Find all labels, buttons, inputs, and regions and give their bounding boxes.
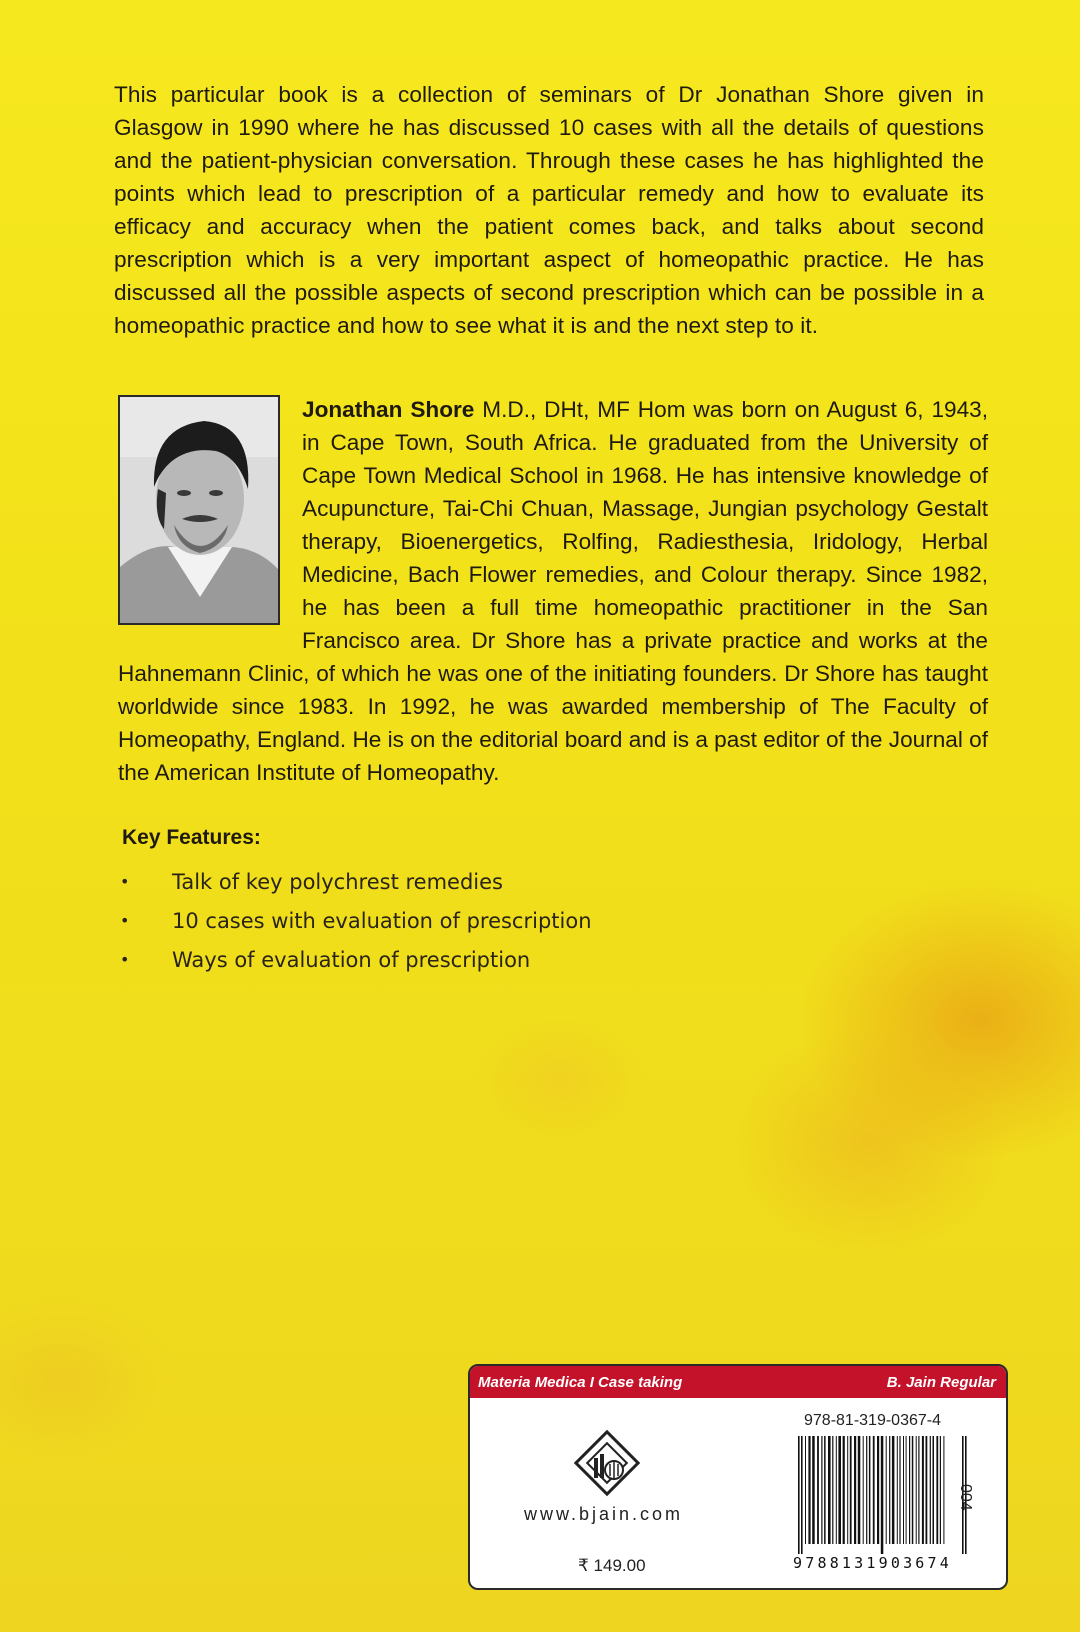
- barcode-addon: 004: [957, 1484, 974, 1511]
- category-bar: [470, 1366, 1006, 1398]
- list-item: [120, 901, 592, 940]
- bullet-icon: •: [120, 872, 130, 891]
- author-bio-text: M.D., DHt, MF Hom was born on August 6, 1943, in Cape Town, South Africa. He graduated from the University of Cape Town Medical School in 1968. He has intensive knowledge of Acupuncture, Tai-Chi Chuan, Massage, Jungian psychology Gestalt therapy, Bioenergetics, Rolfing, Radiesthesia, Iridology, Herbal Medicine, Bach Flower remedies, and Colour therapy. Since 1982, he has been a full time homeopathic practitioner in the San Francisco area. Dr Shore has a private practice and works at the Hahnemann Clinic, of which he was one of the initiating founders. Dr Shore has taught worldwide since 1983. In 1992, he was awarded membership of The Faculty of Homeopathy, England. He is on the editorial board and is a past editor of the Journal of the American Institute of Homeopathy.: [118, 397, 988, 785]
- barcode: [796, 1436, 968, 1554]
- publisher-logo-icon: [572, 1428, 642, 1498]
- key-features-heading: Key Features:: [122, 826, 261, 849]
- isbn: 978-81-319-0367-4: [804, 1412, 941, 1429]
- book-description: This particular book is a collection of seminars of Dr Jonathan Shore given in Glasgow in 1990 where he has discussed 10 cases with all the details of questions and the patient-physician conversation. Through these cases he has highlighted the points which lead to prescription of a particular remedy and how to evaluate its efficacy and accuracy when the patient comes back, and talks about second prescription which is a very important aspect of homeopathic practice. He has discussed all the possible aspects of second prescription which can be possible in a homeopathic practice and how to see what it is and the next step to it.: [114, 82, 984, 338]
- barcode-panel: [468, 1364, 1008, 1590]
- author-photo: [118, 395, 280, 625]
- series-label: B. Jain Regular: [886, 1373, 996, 1391]
- bullet-icon: •: [120, 911, 130, 930]
- author-bio: [118, 393, 988, 789]
- price: ₹ 149.00: [578, 1556, 646, 1575]
- website-link: www.bjain.com: [524, 1504, 684, 1524]
- category-label: Materia Medica I Case taking: [478, 1373, 683, 1391]
- feature-text: Ways of evaluation of prescription: [172, 947, 531, 972]
- feature-text: Talk of key polychrest remedies: [172, 869, 503, 894]
- barcode-number: 9788131903674: [793, 1554, 952, 1572]
- key-features-list: [120, 862, 592, 979]
- list-item: [120, 940, 592, 979]
- bullet-icon: •: [120, 950, 130, 969]
- list-item: [120, 862, 592, 901]
- author-name: Jonathan Shore: [302, 397, 475, 422]
- feature-text: 10 cases with evaluation of prescription: [172, 908, 592, 933]
